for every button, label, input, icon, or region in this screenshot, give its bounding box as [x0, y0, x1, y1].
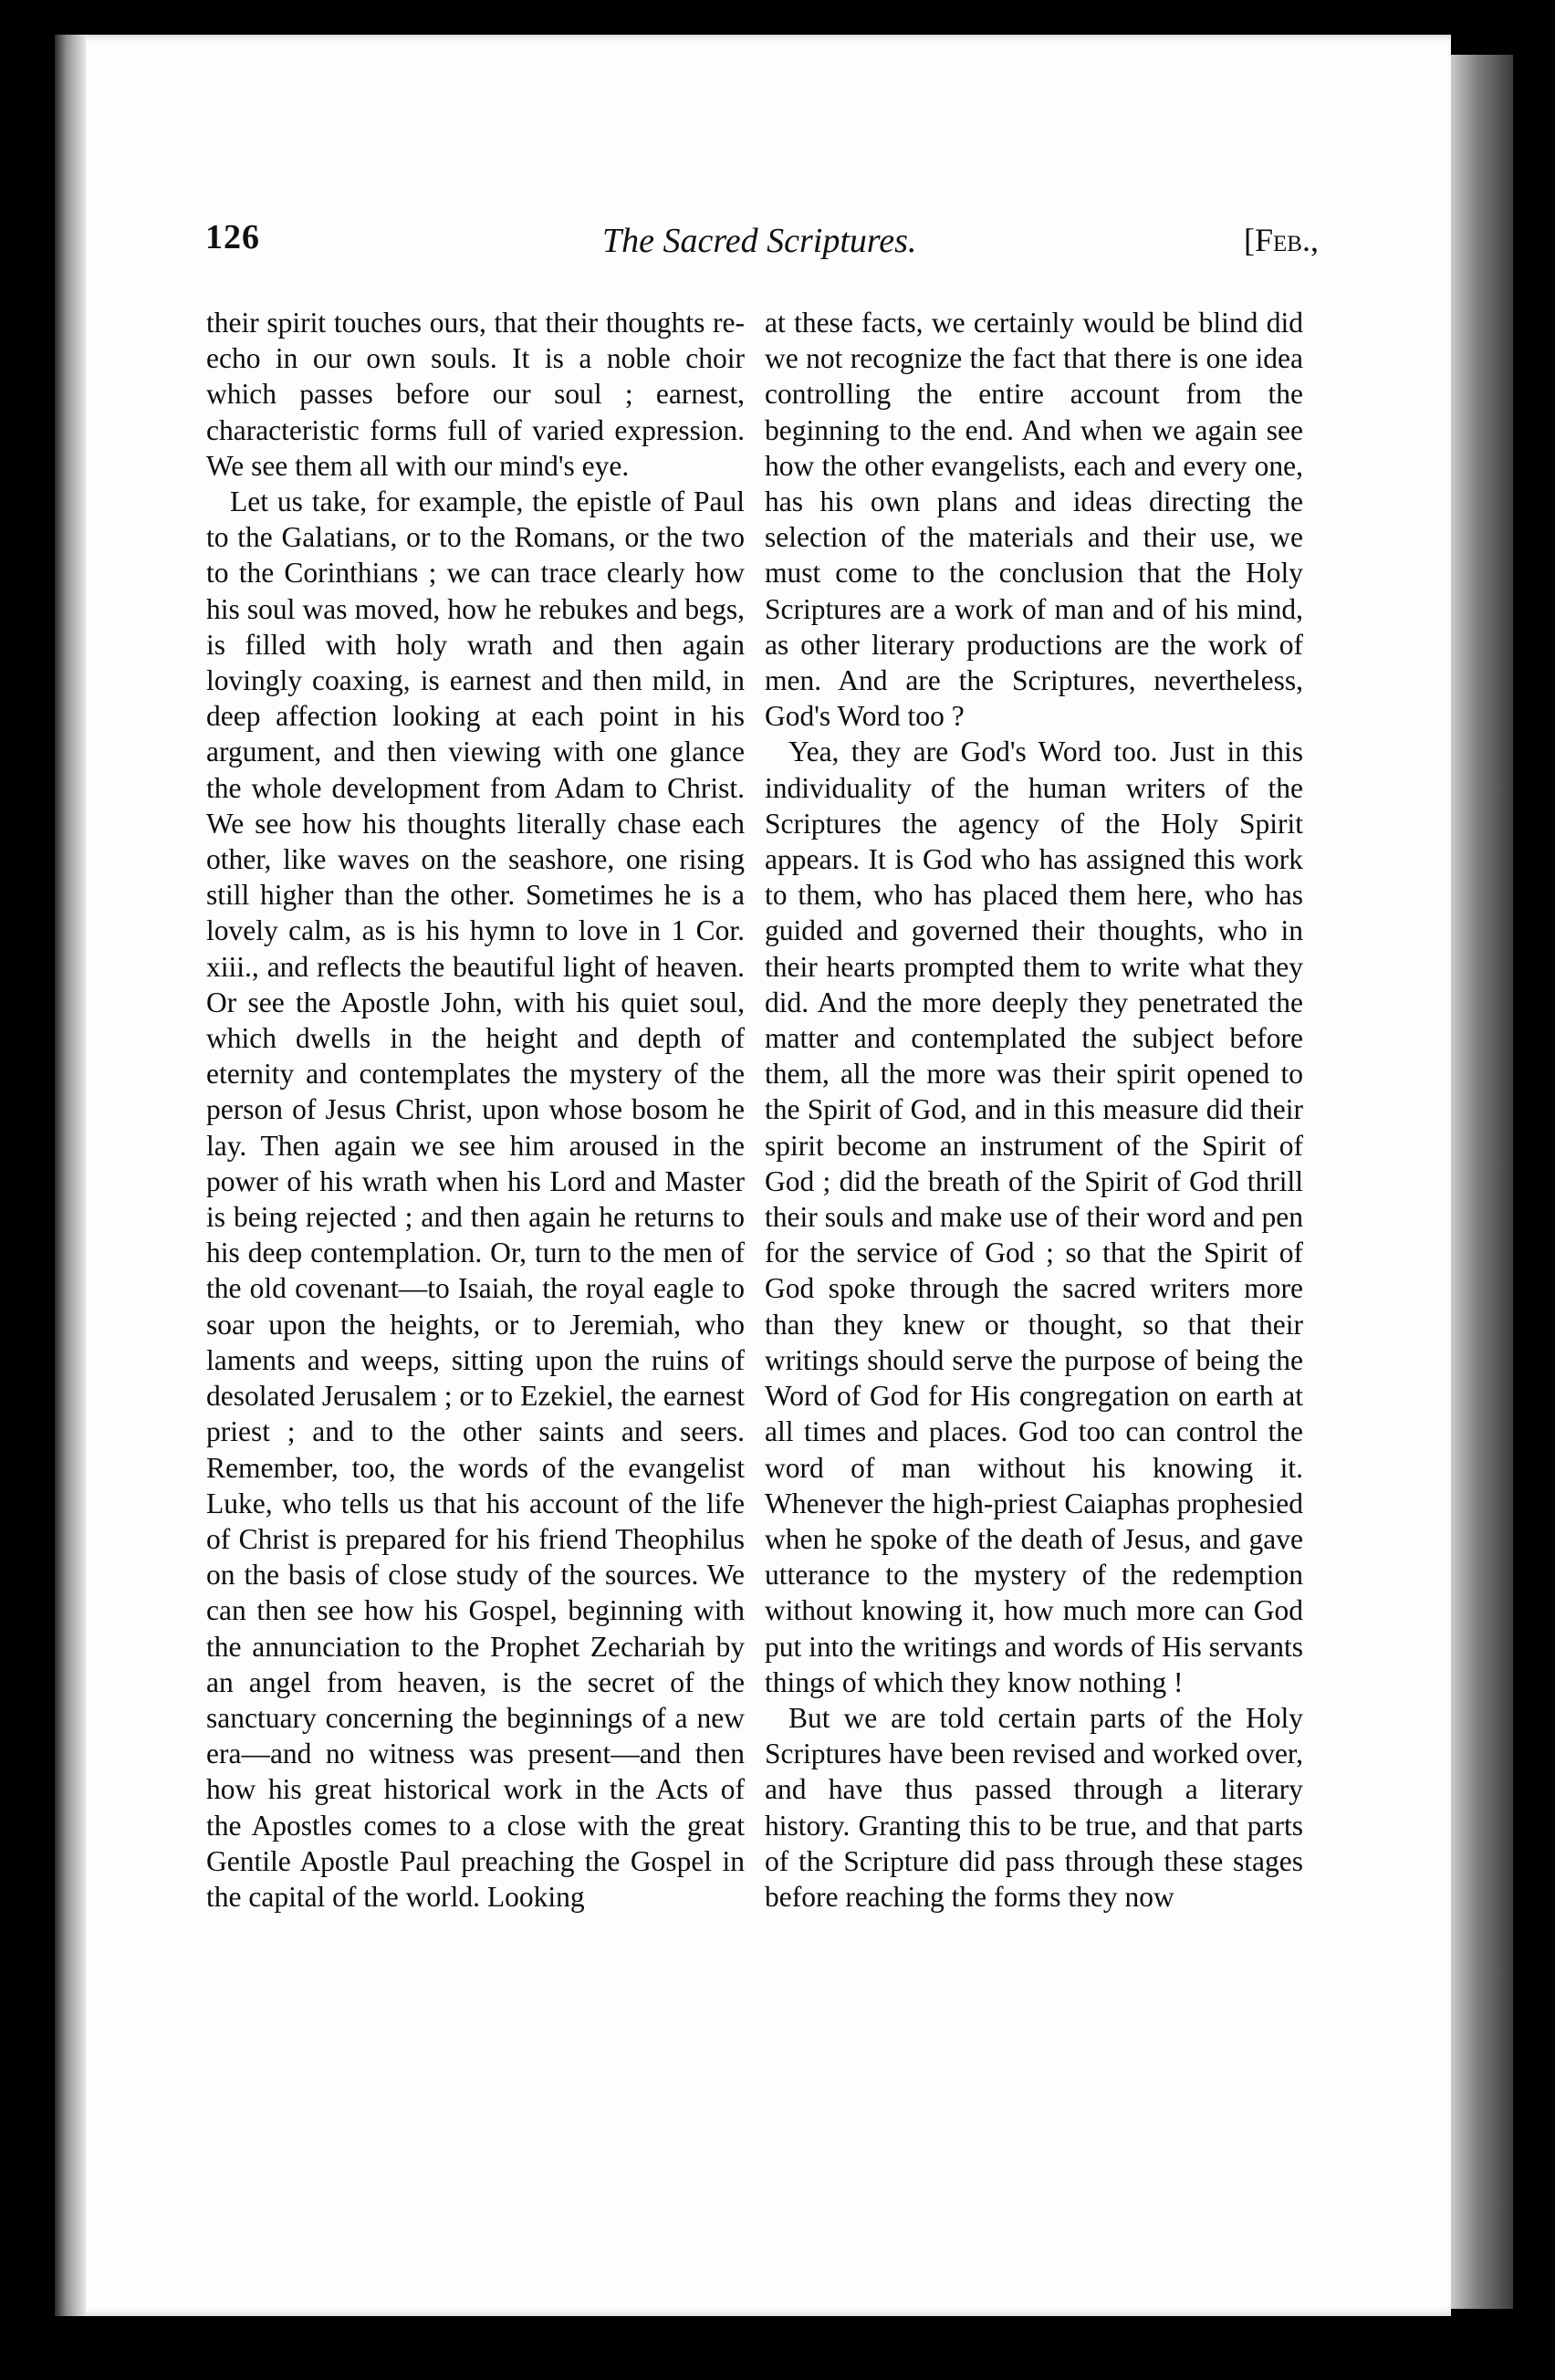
paragraph: their spirit touches ours, that their thoughts re-echo in our own souls. It is a noble choir which passes before our soul ; earnest, characteristic forms full of varied expression. We see them all with our mind's eye. — [206, 307, 745, 482]
paragraph: But we are told certain parts of the Holy Scriptures have been revised and worked over, and have thus passed through a literary history. Granting this to be true, and that parts of the Scripture did pass through these stages before reaching the forms they now — [765, 1701, 1303, 1913]
binding-gutter — [55, 35, 86, 2316]
running-title: The Sacred Scriptures. — [602, 222, 917, 260]
running-header — [205, 217, 1319, 272]
running-date: [Feb., — [1244, 222, 1319, 258]
text-column-right — [765, 305, 1303, 1915]
page-number: 126 — [205, 218, 260, 256]
paragraph: Yea, they are God's Word too. Just in this individuality of the human writers of the Scriptures the agency of the Holy Spirit appears. It is God who has assigned this work to them, who has placed them here, who has guided and governed their thoughts, who in their hearts prompted them to write what they did. And the more deeply they penetrated the matter and contemplated the subject before them, all the more was their spirit opened to the Spirit of God, and in this measure did their spirit become an instrument of the Spirit of God ; did the breath of the Spirit of God thrill their souls and make use of their word and pen for the service of God ; so that the Spirit of God spoke through the sacred writers more than they knew or thought, so that their writings should serve the purpose of being the Word of God for His congregation on earth at all times and places. God too can control the word of man without his knowing it. Whenever the high-priest Caiaphas prophesied when he spoke of the death of Jesus, and gave utterance to the mystery of the redemption without knowing it, how much more can God put into the writings and words of His servants things of which they know nothing ! — [765, 736, 1303, 1698]
page-edge-shadow — [1449, 55, 1513, 2309]
text-column-left — [206, 305, 745, 1915]
paragraph: at these facts, we certainly would be blind did we not recognize the fact that there is one idea controlling the entire account from the beginning to the end. And when we again see how the other evangelists, each and every one, has his own plans and ideas directing the selection of the materials and their use, we must come to the conclusion that the Holy Scriptures are a work of man and of his mind, as other literary productions are the work of men. And are the Scriptures, nevertheless, God's Word too ? — [765, 307, 1303, 733]
paragraph: Let us take, for example, the epistle of Paul to the Galatians, or to the Romans, or the two to the Corinthians ; we can trace clearly how his soul was moved, how he rebukes and begs, is filled with holy wrath and then again lovingly coaxing, is earnest and then mild, in deep affection looking at each point in his argument, and then viewing with one glance the whole development from Adam to Christ. We see how his thoughts literally chase each other, like waves on the seashore, one rising still higher than the other. Sometimes he is a lovely calm, as is his hymn to love in 1 Cor. xiii., and reflects the beautiful light of heaven. Or see the Apostle John, with his quiet soul, which dwells in the height and depth of eternity and contemplates the mystery of the person of Jesus Christ, upon whose bosom he lay. Then again we see him aroused in the power of his wrath when his Lord and Master is being rejected ; and then again he returns to his deep contemplation. Or, turn to the men of the old covenant—to Isaiah, the royal eagle to soar upon the heights, or to Jeremiah, who laments and weeps, sitting upon the ruins of desolated Jerusalem ; or to Ezekiel, the earnest priest ; and to the other saints and seers. Remember, too, the words of the evangelist Luke, who tells us that his account of the life of Christ is prepared for his friend Theophilus on the basis of close study of the sources. We can then see how his Gospel, beginning with the annunciation to the Prophet Zechariah by an angel from heaven, is the secret of the sanctuary concerning the beginnings of a new era—and no witness was present—and then how his great historical work in the Acts of the Apostles comes to a close with the great Gentile Apostle Paul preaching the Gospel in the capital of the world. Looking — [206, 485, 745, 1913]
